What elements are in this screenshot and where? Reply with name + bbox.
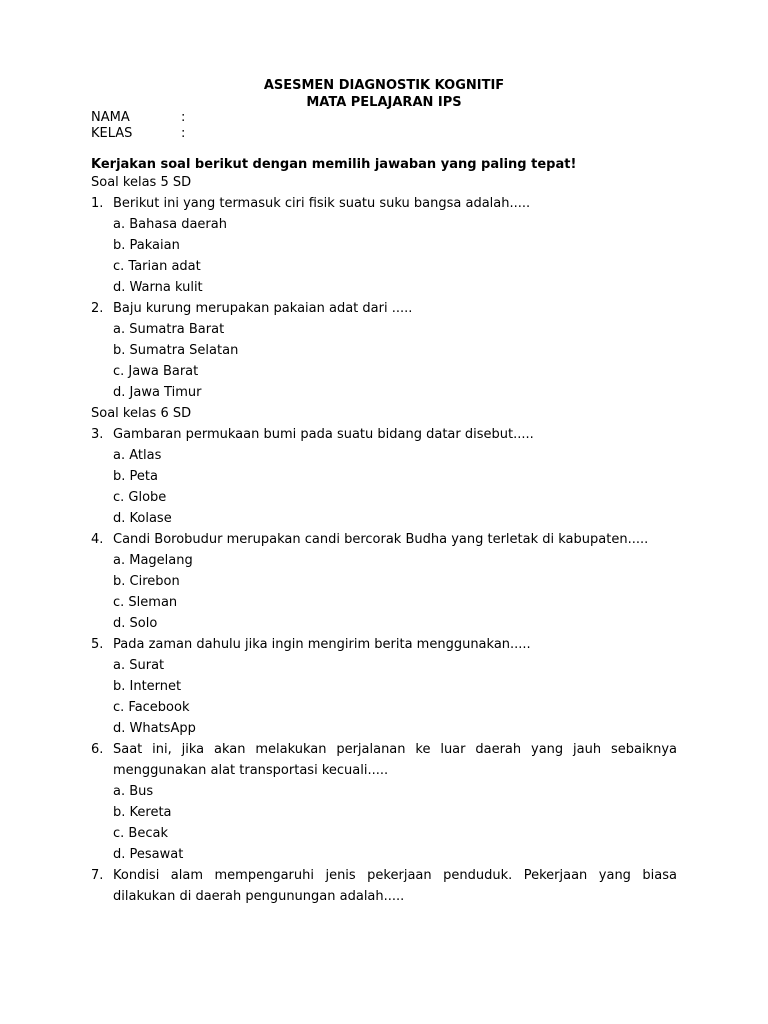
question [91,739,677,781]
nama-colon: : [181,110,186,125]
kelas-label: KELAS [91,126,133,141]
answer-option: b. Internet [113,679,182,694]
question [91,529,677,550]
question-number: 7. [91,868,104,883]
answer-option: c. Jawa Barat [113,364,199,379]
document-subtitle: MATA PELAJARAN IPS [306,95,462,110]
kelas-field [91,126,185,142]
question-text: Gambaran permukaan bumi pada suatu bidang datar disebut..... [113,427,534,442]
answer-option: c. Globe [113,490,167,505]
question-text: Saat ini, jika akan melakukan perjalanan ke luar daerah yang jauh sebaiknya menggunakan alat transportasi kecuali..... [113,742,677,778]
answer-option: d. Jawa Timur [113,385,202,400]
answer-option: c. Becak [113,826,168,841]
question-number: 6. [91,742,104,757]
answer-option: b. Peta [113,469,158,484]
question-text: Kondisi alam mempengaruhi jenis pekerjaan penduduk. Pekerjaan yang biasa dilakukan di daerah pengunungan adalah..... [113,868,677,904]
answer-option: c. Facebook [113,700,190,715]
nama-label: NAMA [91,110,130,125]
answer-option: d. Solo [113,616,158,631]
section-heading: Soal kelas 5 SD [91,175,192,190]
question-text: Baju kurung merupakan pakaian adat dari ..... [113,301,413,316]
kelas-colon: : [181,126,186,141]
answer-option: a. Magelang [113,553,193,568]
question-text: Candi Borobudur merupakan candi bercorak Budha yang terletak di kabupaten..... [113,532,649,547]
question [91,424,677,445]
answer-option: a. Surat [113,658,165,673]
answer-option: a. Bus [113,784,154,799]
answer-option: b. Cirebon [113,574,180,589]
question-number: 5. [91,637,104,652]
answer-option: a. Bahasa daerah [113,217,227,232]
question-number: 1. [91,196,104,211]
question [91,298,677,319]
answer-option: c. Tarian adat [113,259,201,274]
answer-option: b. Pakaian [113,238,180,253]
answer-option: d. Kolase [113,511,172,526]
answer-option: d. Warna kulit [113,280,203,295]
answer-option: d. WhatsApp [113,721,196,736]
question [91,865,677,907]
question-number: 2. [91,301,104,316]
question-number: 4. [91,532,104,547]
question-text: Pada zaman dahulu jika ingin mengirim berita menggunakan..... [113,637,531,652]
instruction: Kerjakan soal berikut dengan memilih jawaban yang paling tepat! [91,157,577,172]
question-text: Berikut ini yang termasuk ciri fisik suatu suku bangsa adalah..... [113,196,531,211]
question-number: 3. [91,427,104,442]
document-title: ASESMEN DIAGNOSTIK KOGNITIF [263,78,505,93]
nama-field [91,110,185,126]
question [91,193,677,214]
section-heading: Soal kelas 6 SD [91,406,192,421]
answer-option: b. Kereta [113,805,172,820]
answer-option: a. Atlas [113,448,162,463]
question-list [91,172,677,907]
question [91,634,677,655]
answer-option: c. Sleman [113,595,178,610]
answer-option: b. Sumatra Selatan [113,343,239,358]
answer-option: d. Pesawat [113,847,184,862]
answer-option: a. Sumatra Barat [113,322,225,337]
